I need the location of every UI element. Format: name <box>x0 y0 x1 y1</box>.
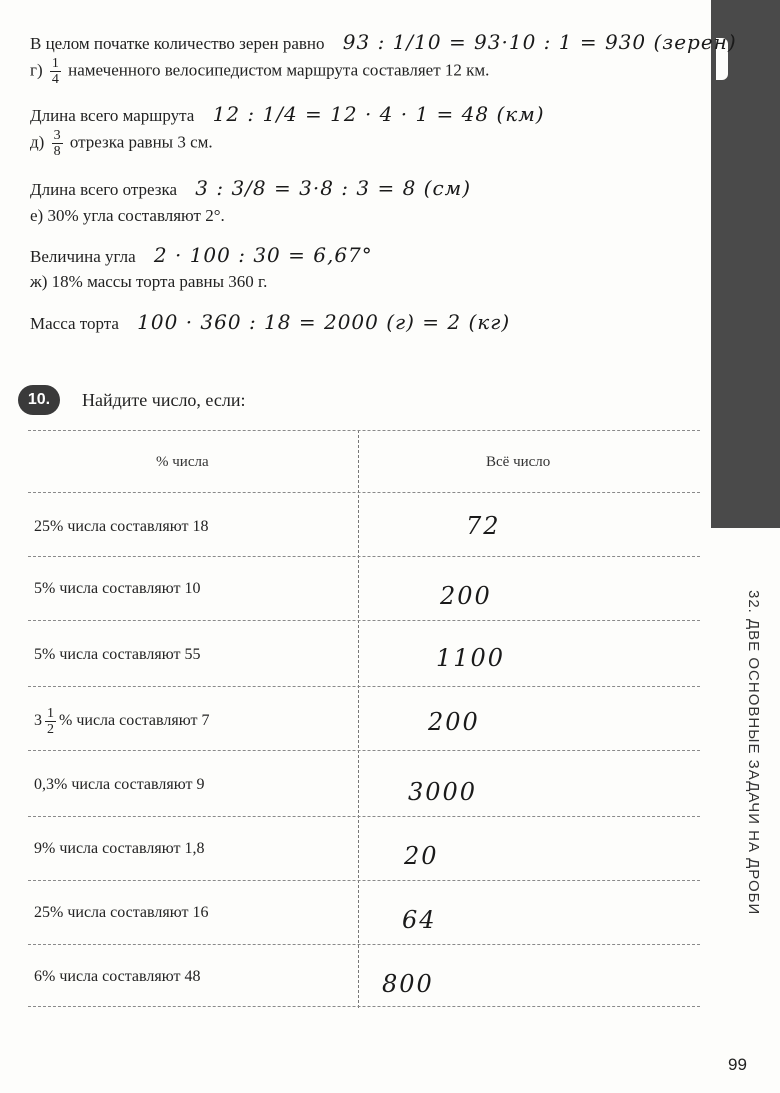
handwritten-answer: 3 : 3/8 = 3·8 : 3 = 8 (см) <box>195 176 472 200</box>
handwritten-answer: 93 : 1/10 = 93·10 : 1 = 930 (зерен) <box>342 30 737 54</box>
table-rule <box>28 816 700 817</box>
column-divider <box>358 430 359 1008</box>
line-task-d: д) $\frac{3}{8}$ отрезка равны 3 см. <box>30 128 213 159</box>
line-angle-size: Величина угла 2 · 100 : 30 = 6,67° <box>30 243 373 267</box>
side-chapter-title: 32. ДВЕ ОСНОВНЫЕ ЗАДАЧИ НА ДРОБИ <box>745 590 762 916</box>
task-number-badge: 10. <box>18 385 60 415</box>
table-row-condition: 25% числа составляют 16 <box>34 904 209 921</box>
table-row-condition: 25% числа составляют 18 <box>34 518 209 535</box>
line-route-length: Длина всего маршрута 12 : 1/4 = 12 · 4 · 1 = 48 (км) <box>30 102 545 126</box>
table-rule <box>28 430 700 431</box>
table-row-answer: 64 <box>402 906 437 934</box>
table-row-condition: 0,3% числа составляют 9 <box>34 776 205 793</box>
handwritten-answer: 100 · 360 : 18 = 2000 (г) = 2 (кг) <box>137 310 511 334</box>
task-title: Найдите число, если: <box>82 390 246 410</box>
line-segment-length: Длина всего отрезка 3 : 3/8 = 3·8 : 3 = 8 (см) <box>30 176 472 200</box>
table-row-answer: 800 <box>382 970 434 998</box>
table-rule <box>28 556 700 557</box>
table-rule <box>28 686 700 687</box>
table-rule <box>28 1006 700 1007</box>
table-row-answer: 3000 <box>408 778 478 806</box>
handwritten-answer: 12 : 1/4 = 12 · 4 · 1 = 48 (км) <box>212 102 545 126</box>
line-grain-count: В целом початке количество зерен равно 93 : 1/10 = 93·10 : 1 = 930 (зерен) <box>30 30 737 54</box>
table-row-condition: 6% числа составляют 48 <box>34 968 201 985</box>
header-percent: % числа <box>156 454 209 470</box>
table-rule <box>28 492 700 493</box>
table-row-answer: 1100 <box>436 644 506 672</box>
side-band <box>711 0 780 528</box>
table-row-answer: 20 <box>404 842 439 870</box>
line-task-g: г) $\frac{1}{4}$ намеченного велосипедистом маршрута составляет 12 км. <box>30 56 490 87</box>
fraction: $\frac{1}{4}$ <box>51 56 59 87</box>
line-task-zh: ж) 18% массы торта равны 360 г. <box>30 272 268 291</box>
table-row-condition: 5% числа составляют 10 <box>34 580 201 597</box>
header-whole-number: Всё число <box>486 454 551 470</box>
table-rule <box>28 750 700 751</box>
table-row-condition: 9% числа составляют 1,8 <box>34 840 205 857</box>
handwritten-answer: 2 · 100 : 30 = 6,67° <box>153 243 373 267</box>
answer-table <box>28 430 700 1008</box>
line-task-e: е) 30% угла составляют 2°. <box>30 206 225 225</box>
table-row-answer: 72 <box>466 512 501 540</box>
table-row-condition: 3 $\frac{1}{2}$ % числа составляют 7 <box>34 706 210 737</box>
fraction: $\frac{3}{8}$ <box>53 128 61 159</box>
page-number: 99 <box>728 1055 747 1074</box>
line-cake-mass: Масса торта 100 · 360 : 18 = 2000 (г) = 2 (кг) <box>30 310 511 334</box>
table-rule <box>28 620 700 621</box>
fraction: $\frac{1}{2}$ <box>47 706 54 737</box>
table-row-answer: 200 <box>440 582 492 610</box>
table-rule <box>28 944 700 945</box>
table-rule <box>28 880 700 881</box>
table-row-condition: 5% числа составляют 55 <box>34 646 201 663</box>
table-row-answer: 200 <box>428 708 480 736</box>
